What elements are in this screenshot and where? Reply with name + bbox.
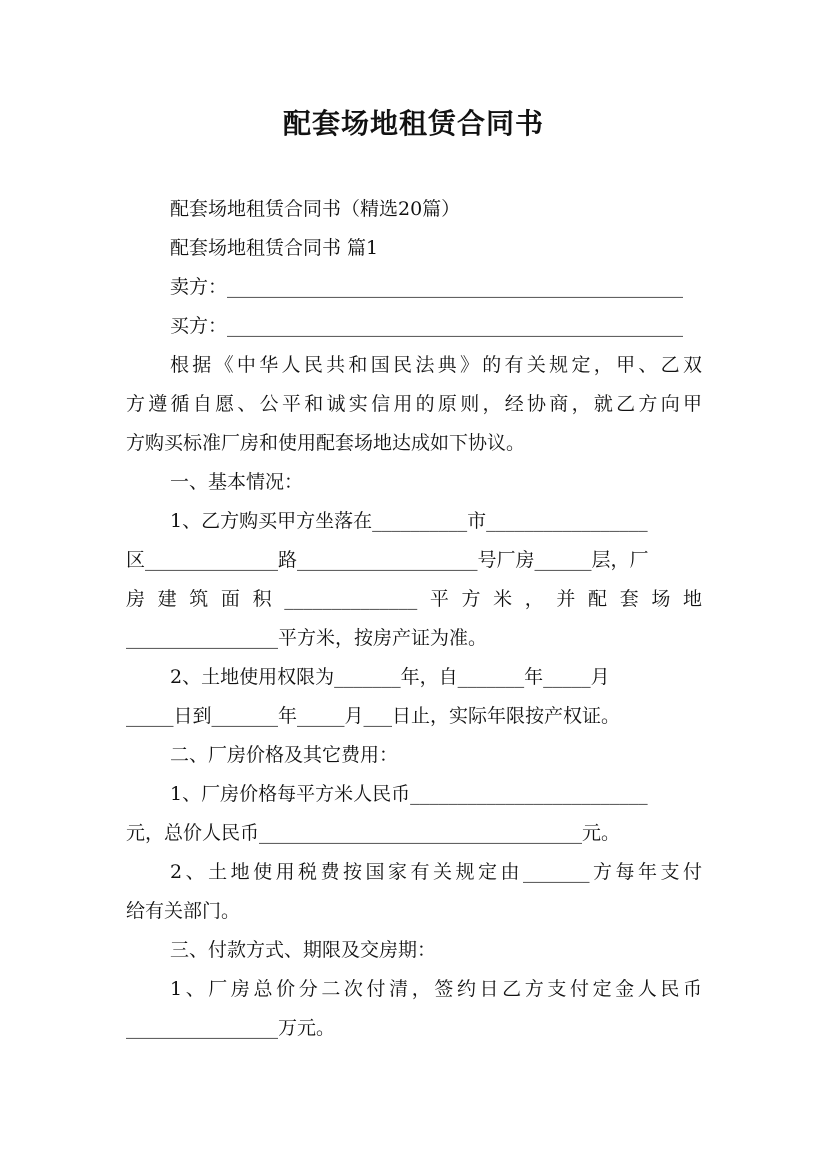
buyer-line: 买方：________________________________________________ xyxy=(170,315,684,337)
paragraph-line: 1、乙方购买甲方坐落在__________市_________________ xyxy=(170,510,648,532)
paragraph-line: 方遵循自愿、公平和诚实信用的原则，经协商，就乙方向甲 xyxy=(126,393,702,415)
paragraph-line: 根据《中华人民共和国民法典》的有关规定，甲、乙双 xyxy=(170,354,702,376)
paragraph-line: ________________平方米，按房产证为准。 xyxy=(126,627,488,649)
paragraph-line: 区______________路___________________号厂房______层，厂 xyxy=(126,549,649,571)
paragraph-line: 配套场地租赁合同书（精选20篇） xyxy=(170,198,461,220)
paragraph-line: 2、土地使用税费按国家有关规定由_______方每年支付 xyxy=(170,861,702,883)
document-title: 配套场地租赁合同书 xyxy=(282,107,544,140)
document-body xyxy=(126,190,702,1048)
section-heading: 一、基本情况： xyxy=(170,471,304,493)
paragraph-line: ________________万元。 xyxy=(126,1017,336,1039)
paragraph-line: 2、土地使用权限为_______年，自_______年_____月 xyxy=(170,666,610,688)
paragraph-line: 给有关部门。 xyxy=(126,900,241,922)
section-heading: 二、厂房价格及其它费用： xyxy=(170,744,399,766)
paragraph-line: 配套场地租赁合同书 篇1 xyxy=(170,237,379,259)
paragraph-line: _____日到_______年_____月___日止，实际年限按产权证。 xyxy=(126,705,621,727)
section-heading: 三、付款方式、期限及交房期： xyxy=(170,939,437,961)
paragraph-line: 房建筑面积______________平方米，并配套场地 xyxy=(126,588,702,610)
paragraph-line: 元，总价人民币__________________________________元。 xyxy=(126,822,621,844)
seller-line: 卖方：________________________________________________ xyxy=(170,276,684,298)
paragraph-line: 方购买标准厂房和使用配套场地达成如下协议。 xyxy=(126,432,526,454)
paragraph-line: 1、厂房总价分二次付清，签约日乙方支付定金人民币 xyxy=(170,978,702,1000)
paragraph-line: 1、厂房价格每平方米人民币_________________________ xyxy=(170,783,648,805)
